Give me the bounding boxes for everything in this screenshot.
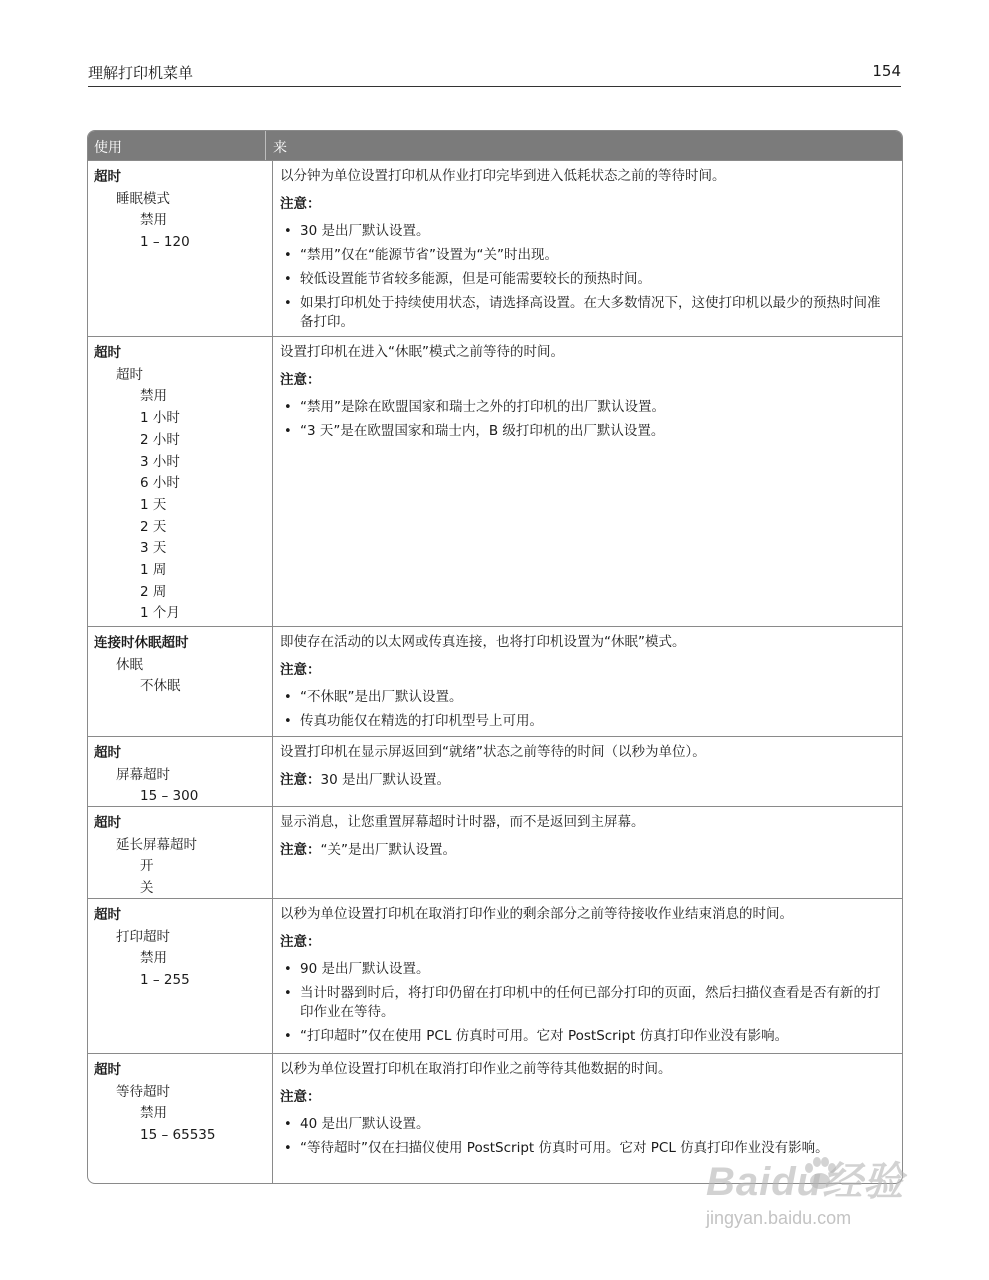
note-item: • “3 天”是在欧盟国家和瑞士内，B 级打印机的出厂默认设置。 bbox=[280, 422, 892, 441]
menu-item-name: 超时 bbox=[94, 745, 121, 761]
table-row bbox=[88, 336, 902, 626]
setting-option: 关 bbox=[140, 880, 154, 897]
setting-option: 禁用 bbox=[140, 388, 167, 405]
note-label: 注意： bbox=[280, 934, 321, 950]
setting-description: 设置打印机在显示屏返回到“就绪”状态之前等待的时间（以秒为单位）。 bbox=[280, 744, 706, 760]
menu-path-cell bbox=[88, 1054, 273, 1183]
menu-item-name: 超时 bbox=[94, 345, 121, 361]
description-cell bbox=[273, 807, 902, 898]
setting-description: 以秒为单位设置打印机在取消打印作业之前等待其他数据的时间。 bbox=[280, 1061, 672, 1077]
setting-option: 2 小时 bbox=[140, 431, 180, 448]
submenu-item-name: 休眠 bbox=[116, 656, 143, 673]
setting-option: 15 – 65535 bbox=[140, 1127, 216, 1144]
setting-option: 2 周 bbox=[140, 583, 167, 600]
menu-path-cell bbox=[88, 627, 273, 736]
setting-option: 3 小时 bbox=[140, 453, 180, 470]
menu-path-cell bbox=[88, 899, 273, 1053]
watermark bbox=[700, 1150, 960, 1260]
setting-option: 1 小时 bbox=[140, 410, 180, 427]
setting-option: 2 天 bbox=[140, 518, 167, 535]
note-inline bbox=[280, 771, 892, 790]
submenu-item-name: 超时 bbox=[116, 366, 143, 383]
table-row bbox=[88, 626, 902, 736]
menu-table bbox=[87, 130, 903, 1184]
setting-option: 不休眠 bbox=[140, 678, 181, 695]
note-item: • 30 是出厂默认设置。 bbox=[280, 222, 892, 241]
notes-list bbox=[280, 398, 892, 441]
setting-option: 15 – 300 bbox=[140, 788, 199, 805]
setting-option: 开 bbox=[140, 858, 154, 875]
note-item: • “等待超时”仅在扫描仪使用 PostScript 仿真时可用。它对 PCL 仿真打印作业没有影响。 bbox=[280, 1139, 892, 1158]
page-header bbox=[88, 62, 901, 87]
note-label: 注意： bbox=[280, 772, 321, 788]
note-item: • 传真功能仅在精选的打印机型号上可用。 bbox=[280, 712, 892, 731]
note-item: • “不休眠”是出厂默认设置。 bbox=[280, 688, 892, 707]
notes-list bbox=[280, 688, 892, 731]
description-cell bbox=[273, 737, 902, 806]
note-text: “关”是出厂默认设置。 bbox=[320, 842, 456, 858]
table-row bbox=[88, 806, 902, 898]
setting-description: 设置打印机在进入“休眠”模式之前等待的时间。 bbox=[280, 344, 564, 360]
setting-option: 1 天 bbox=[140, 496, 167, 513]
setting-description: 以分钟为单位设置打印机从作业打印完毕到进入低耗状态之前的等待时间。 bbox=[280, 168, 726, 184]
note-text: 30 是出厂默认设置。 bbox=[320, 772, 450, 788]
menu-item-name: 超时 bbox=[94, 907, 121, 923]
menu-item-name: 连接时休眠超时 bbox=[94, 635, 189, 651]
setting-option: 1 个月 bbox=[140, 605, 180, 622]
submenu-item-name: 打印超时 bbox=[116, 928, 170, 945]
note-inline bbox=[280, 841, 892, 860]
menu-path-cell bbox=[88, 737, 273, 806]
setting-description: 显示消息，让您重置屏幕超时计时器，而不是返回到主屏幕。 bbox=[280, 814, 645, 830]
column-header-use: 使用 bbox=[88, 131, 266, 160]
setting-option: 3 天 bbox=[140, 540, 167, 557]
column-header-to: 来 bbox=[273, 140, 287, 156]
menu-item-name: 超时 bbox=[94, 169, 121, 185]
note-label: 注意： bbox=[280, 1089, 321, 1105]
submenu-item-name: 延长屏幕超时 bbox=[116, 836, 197, 853]
menu-path-cell bbox=[88, 161, 273, 336]
note-item: • 如果打印机处于持续使用状态，请选择高设置。在大多数情况下，这使打印机以最少的预热时间准备打印。 bbox=[280, 294, 892, 332]
note-item: • 40 是出厂默认设置。 bbox=[280, 1115, 892, 1134]
menu-item-name: 超时 bbox=[94, 1062, 121, 1078]
note-label: 注意： bbox=[280, 842, 321, 858]
note-item: • “禁用”仅在“能源节省”设置为“关”时出现。 bbox=[280, 246, 892, 265]
setting-option: 6 小时 bbox=[140, 475, 180, 492]
menu-path-cell bbox=[88, 337, 273, 626]
setting-option: 1 – 255 bbox=[140, 972, 190, 989]
note-item: • 较低设置能节省较多能源，但是可能需要较长的预热时间。 bbox=[280, 270, 892, 289]
notes-list bbox=[280, 960, 892, 1046]
description-cell bbox=[273, 899, 902, 1053]
table-row bbox=[88, 160, 902, 336]
note-item: • “打印超时”仅在使用 PCL 仿真时可用。它对 PostScript 仿真打印作业没有影响。 bbox=[280, 1027, 892, 1046]
description-cell bbox=[273, 337, 902, 626]
submenu-item-name: 睡眠模式 bbox=[116, 190, 170, 207]
menu-path-cell bbox=[88, 807, 273, 898]
setting-option: 禁用 bbox=[140, 950, 167, 967]
submenu-item-name: 等待超时 bbox=[116, 1083, 170, 1100]
note-item: • “禁用”是除在欧盟国家和瑞士之外的打印机的出厂默认设置。 bbox=[280, 398, 892, 417]
note-label: 注意： bbox=[280, 372, 321, 388]
note-item: • 90 是出厂默认设置。 bbox=[280, 960, 892, 979]
notes-list bbox=[280, 222, 892, 332]
setting-option: 1 – 120 bbox=[140, 234, 190, 251]
setting-description: 即使存在活动的以太网或传真连接，也将打印机设置为“休眠”模式。 bbox=[280, 634, 686, 650]
setting-description: 以秒为单位设置打印机在取消打印作业的剩余部分之前等待接收作业结束消息的时间。 bbox=[280, 906, 793, 922]
page-title: 理解打印机菜单 bbox=[88, 64, 194, 82]
menu-item-name: 超时 bbox=[94, 815, 121, 831]
description-cell bbox=[273, 627, 902, 736]
watermark-url: jingyan.baidu.com bbox=[706, 1208, 852, 1228]
table-row bbox=[88, 736, 902, 806]
page-number: 154 bbox=[872, 62, 901, 80]
setting-option: 1 周 bbox=[140, 562, 167, 579]
note-item: • 当计时器到时后，将打印仍留在打印机中的任何已部分打印的页面，然后扫描仪查看是否有新的打印作业在等待。 bbox=[280, 984, 892, 1022]
note-label: 注意： bbox=[280, 196, 321, 212]
description-cell bbox=[273, 161, 902, 336]
table-body bbox=[88, 160, 902, 1183]
watermark-brand: Baidu经验 bbox=[706, 1160, 905, 1204]
submenu-item-name: 屏幕超时 bbox=[116, 766, 170, 783]
setting-option: 禁用 bbox=[140, 212, 167, 229]
note-label: 注意： bbox=[280, 662, 321, 678]
table-header bbox=[88, 131, 902, 160]
table-row bbox=[88, 898, 902, 1053]
setting-option: 禁用 bbox=[140, 1105, 167, 1122]
